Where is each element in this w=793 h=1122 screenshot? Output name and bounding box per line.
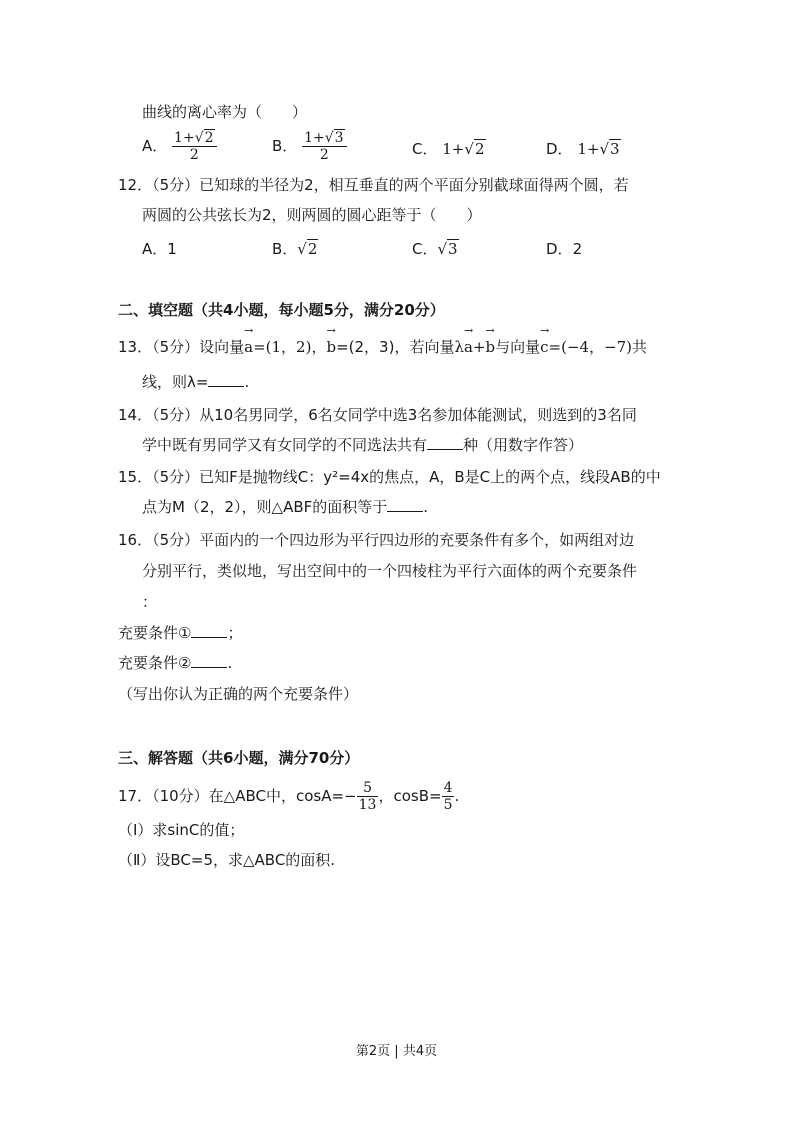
q14-line1: 14．（5分）从10名男同学，6名女同学中选3名参加体能测试，则选到的3名同 — [118, 406, 637, 424]
q16-condition-1: 充要条件① ； — [118, 624, 243, 642]
vector-c: → c — [540, 324, 550, 356]
q16-condition-2: 充要条件② . — [118, 654, 233, 672]
sqrt-symbol: √2 — [464, 140, 485, 158]
q17-part1: （Ⅰ）求sinC的值； — [118, 821, 245, 839]
q12-option-d: D．2 — [546, 240, 583, 258]
vector-a: → a — [463, 324, 474, 356]
option-letter: A． — [142, 137, 168, 155]
fraction-cosB: $\frac{4}{5}$ — [443, 780, 453, 813]
q15-line1: 15．（5分）已知F是抛物线C：y²=4x的焦点，A，B是C上的两个点，线段AB的中 — [118, 468, 661, 486]
fraction: $\frac{1+√2}{2}$ — [172, 130, 216, 163]
fraction-cosA: $\frac{5}{13}$ — [358, 780, 377, 813]
q16-line1: 16．（5分）平面内的一个四边形为平行四边形的充要条件有多个，如两组对边 — [118, 531, 635, 549]
sqrt-symbol: √2 — [194, 130, 214, 146]
sqrt-symbol: √3 — [324, 130, 344, 146]
q17-part2: （Ⅱ）设BC=5，求△ABC的面积. — [118, 851, 336, 869]
q11-option-c: C． 1+√2 — [412, 140, 485, 158]
vector-b: → b — [485, 324, 496, 356]
vector-a: → a — [244, 324, 254, 356]
arrow-icon: → — [326, 324, 336, 337]
q17-statement: 17．（10分）在△ABC中，cosA=− $\frac{5}{13}$ ，cosB= $\frac{4}{5}$ . — [118, 780, 460, 813]
sqrt-symbol: √2 — [297, 240, 318, 258]
sqrt-symbol: √3 — [437, 240, 458, 258]
q11-option-b — [272, 130, 347, 163]
option-letter: C． — [412, 140, 438, 158]
q12-line1: 12．（5分）已知球的半径为2，相互垂直的两个平面分别截球面得两个圆，若 — [118, 176, 629, 194]
q11-option-d: D． 1+√3 — [546, 140, 620, 158]
arrow-icon: → — [244, 324, 254, 337]
q13-line2: 线，则λ= . — [142, 373, 250, 391]
q16-line2: 分别平行，类似地，写出空间中的一个四棱柱为平行六面体的两个充要条件 — [142, 562, 638, 580]
q16-note: （写出你认为正确的两个充要条件） — [118, 685, 359, 703]
answer-blank[interactable] — [191, 653, 227, 668]
q13-line1: 13．（5分）设向量 → a=(1，2)， → b=(2，3)，若向量λ → a+ → b与向量 → c=(−4，−7)共 — [118, 324, 648, 356]
section2-title: 二、填空题（共4小题，每小题5分，满分20分） — [118, 301, 445, 319]
q15-line2: 点为M（2，2），则△ABF的面积等于 . — [142, 498, 429, 516]
option-letter: D． — [546, 140, 573, 158]
q14-line2: 学中既有男同学又有女同学的不同选法共有 种（用数字作答） — [142, 436, 584, 454]
answer-blank[interactable] — [427, 435, 463, 450]
section3-title: 三、解答题（共6小题，满分70分） — [118, 749, 360, 767]
q12-option-c: C．√3 — [412, 240, 458, 258]
arrow-icon: → — [463, 324, 474, 337]
q11-tail: 曲线的离心率为（ ） — [142, 103, 308, 121]
arrow-icon: → — [540, 324, 550, 337]
page-footer: 第2页 | 共4页 — [355, 1044, 438, 1059]
sqrt-symbol: √3 — [599, 140, 620, 158]
answer-blank[interactable] — [387, 497, 423, 512]
vector-b: → b — [326, 324, 337, 356]
q16-line3: ： — [142, 593, 158, 611]
answer-blank[interactable] — [208, 372, 244, 387]
q12-option-b: B．√2 — [272, 240, 318, 258]
fraction: $\frac{1+√3}{2}$ — [302, 130, 346, 163]
answer-blank[interactable] — [191, 623, 227, 638]
arrow-icon: → — [485, 324, 495, 337]
q11-option-a — [142, 130, 217, 163]
q12-line2: 两圆的公共弦长为2，则两圆的圆心距等于（ ） — [142, 206, 482, 224]
q12-option-a: A．1 — [142, 240, 177, 258]
option-letter: B． — [272, 137, 298, 155]
